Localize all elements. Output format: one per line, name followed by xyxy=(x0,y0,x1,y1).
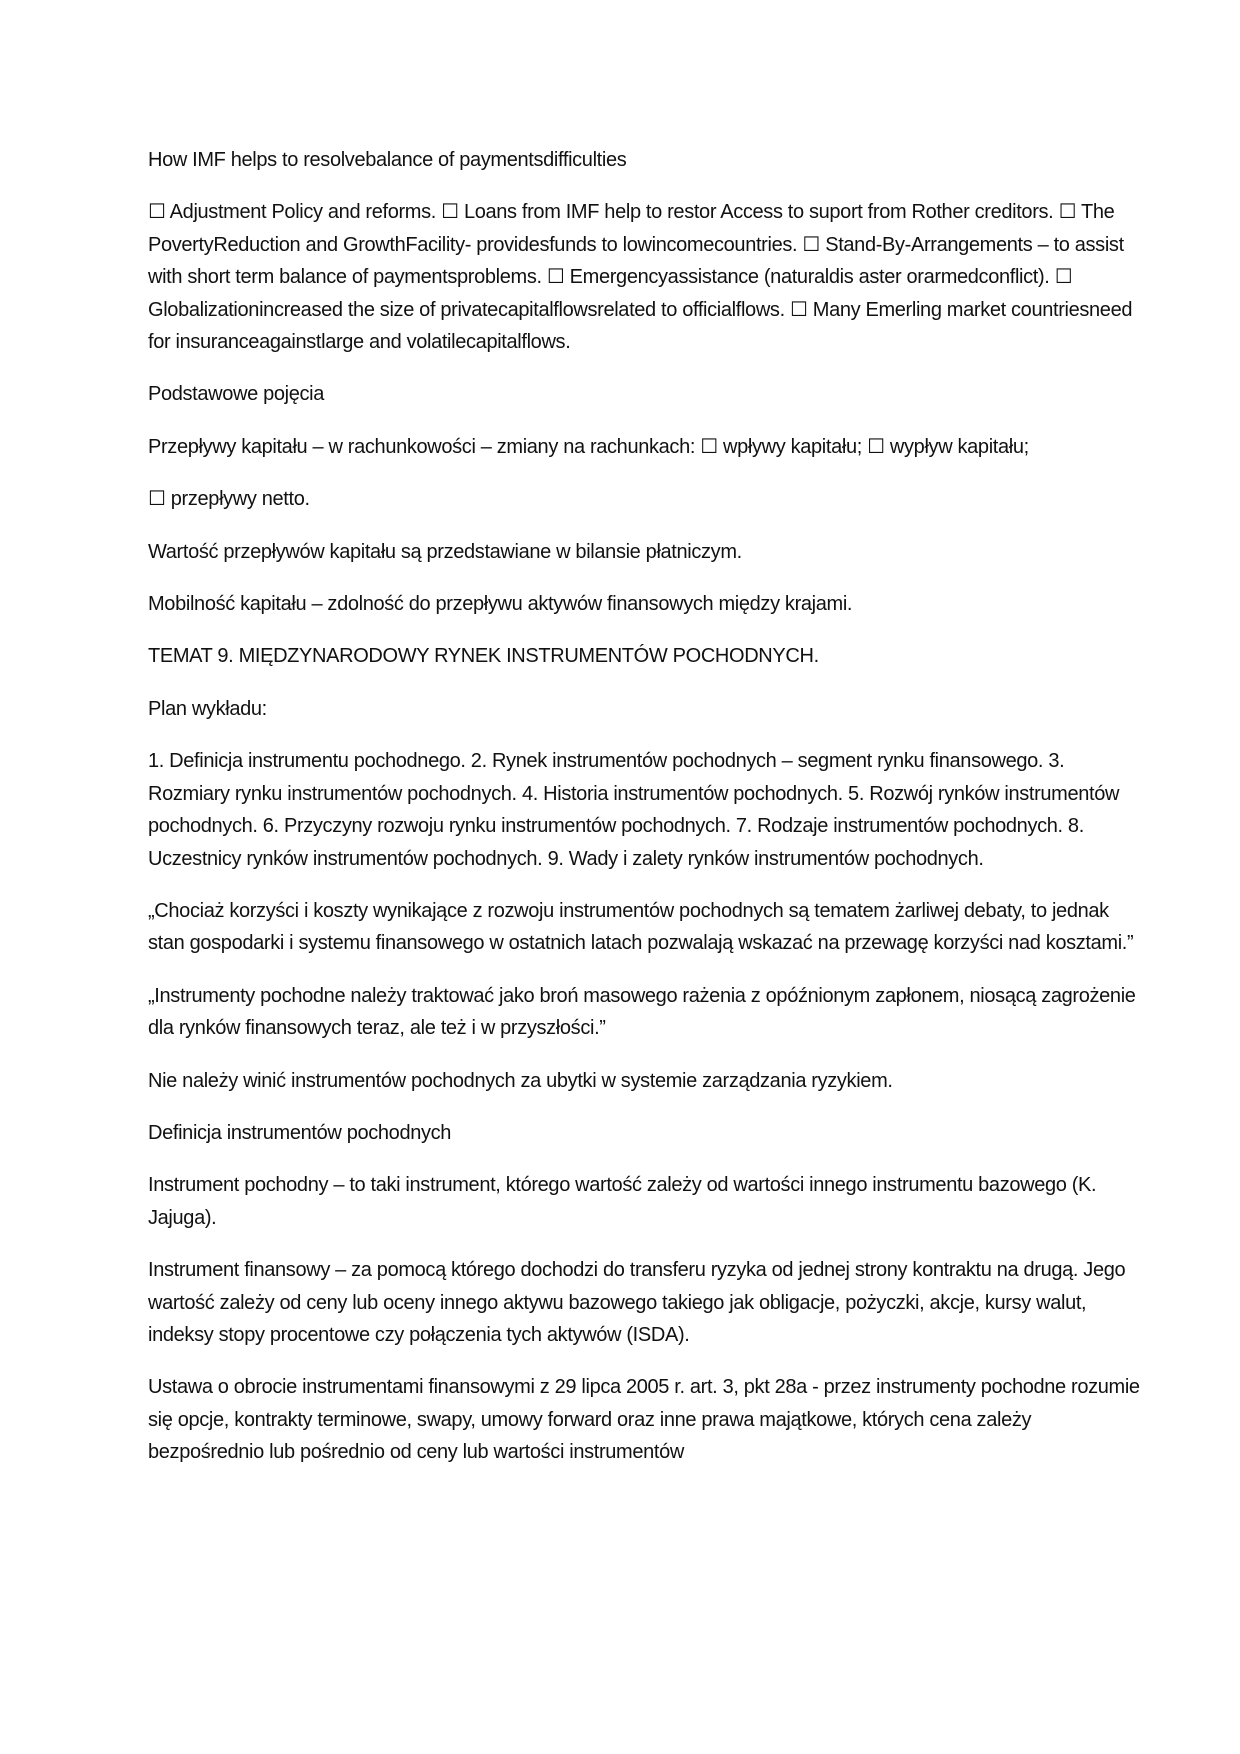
paragraph-balance-of-payments: Wartość przepływów kapitału są przedstawiane w bilansie płatniczym. xyxy=(148,540,742,563)
section-heading-imf: How IMF helps to resolvebalance of paymentsdifficulties xyxy=(148,149,627,171)
paragraph-do-not-blame: Nie należy winić instrumentów pochodnych za ubytki w systemie zarządzania ryzykiem. xyxy=(148,1069,893,1092)
paragraph-capital-flows: Przepływy kapitału – w rachunkowości – zmiany na rachunkach: ☐ wpływy kapitału; ☐ wypływ kapitału; xyxy=(148,435,1029,458)
paragraph-capital-mobility: Mobilność kapitału – zdolność do przepływu aktywów finansowych między krajami. xyxy=(148,593,853,616)
paragraph-net-flows: ☐ przepływy netto. xyxy=(148,488,310,511)
paragraph-derivative-definition: Instrument pochodny – to taki instrument, którego wartość zależy od wartości innego instrumentu bazowego (K. Jajuga). xyxy=(148,1174,1097,1229)
quote-benefits: „Chociaż korzyści i koszty wynikające z rozwoju instrumentów pochodnych są tematem żarliwej debaty, to jednak stan gospodarki i systemu finansowego w ostatnich latach pozwalają wskazać na przewagę korzyści nad kosztami.” xyxy=(148,899,1134,955)
section-heading-topic-9: TEMAT 9. MIĘDZYNARODOWY RYNEK INSTRUMENTÓW POCHODNYCH. xyxy=(148,645,819,668)
section-heading-definition: Definicja instrumentów pochodnych xyxy=(148,1121,452,1144)
paragraph-financial-instrument: Instrument finansowy – za pomocą którego dochodzi do transferu ryzyka od jednej strony kontraktu na drugą. Jego wartość zależy od ceny lub oceny innego aktywu bazowego takiego jak obligacje, pożyczki, akcje, kursy walut, indeksy stopy procentowe czy połączenia tych aktywów (ISDA). xyxy=(148,1259,1126,1346)
section-heading-basic-concepts: Podstawowe pojęcia xyxy=(148,383,325,406)
paragraph-act-definition: Ustawa o obrocie instrumentami finansowymi z 29 lipca 2005 r. art. 3, pkt 28a - przez instrumenty pochodne rozumie się opcje, kontrakty terminowe, swapy, umowy forward oraz inne prawa majątkowe, których cena zależy bezpośrednio lub pośrednio od ceny lub wartości instrumentów xyxy=(148,1376,1140,1464)
section-heading-lecture-plan: Plan wykładu: xyxy=(148,697,267,720)
quote-weapon: „Instrumenty pochodne należy traktować jako broń masowego rażenia z opóźnionym zapłonem, niosącą zagrożenie dla rynków finansowych teraz, ale też i w przyszłości.” xyxy=(148,984,1136,1040)
paragraph-lecture-plan: 1. Definicja instrumentu pochodnego. 2. Rynek instrumentów pochodnych – segment rynku finansowego. 3. Rozmiary rynku instrumentów pochodnych. 4. Historia instrumentów pochodnych. 5. Rozwój rynków instrumentów pochodnych. 6. Przyczyny rozwoju rynku instrumentów pochodnych. 7. Rodzaje instrumentów pochodnych. 8. Uczestnicy rynków instrumentów pochodnych. 9. Wady i zalety rynków instrumentów pochodnych. xyxy=(148,750,1120,870)
paragraph-imf-list: ☐ Adjustment Policy and reforms. ☐ Loans from IMF help to restor Access to suport from Rother creditors. ☐ The PovertyReduction and GrowthFacility- providesfunds to lowincomecountries. ☐ Stand-By-Arrangements – to assist with short term balance of paymentsproblems. ☐ Emergencyassistance (naturaldis aster orarmedconflict). ☐ Globalizationincreased the size of privatecapitalflowsrelated to officialflows. ☐ Many Emerling market countriesneed for insuranceagainstlarge and volatilecapitalflows. xyxy=(148,201,1133,354)
